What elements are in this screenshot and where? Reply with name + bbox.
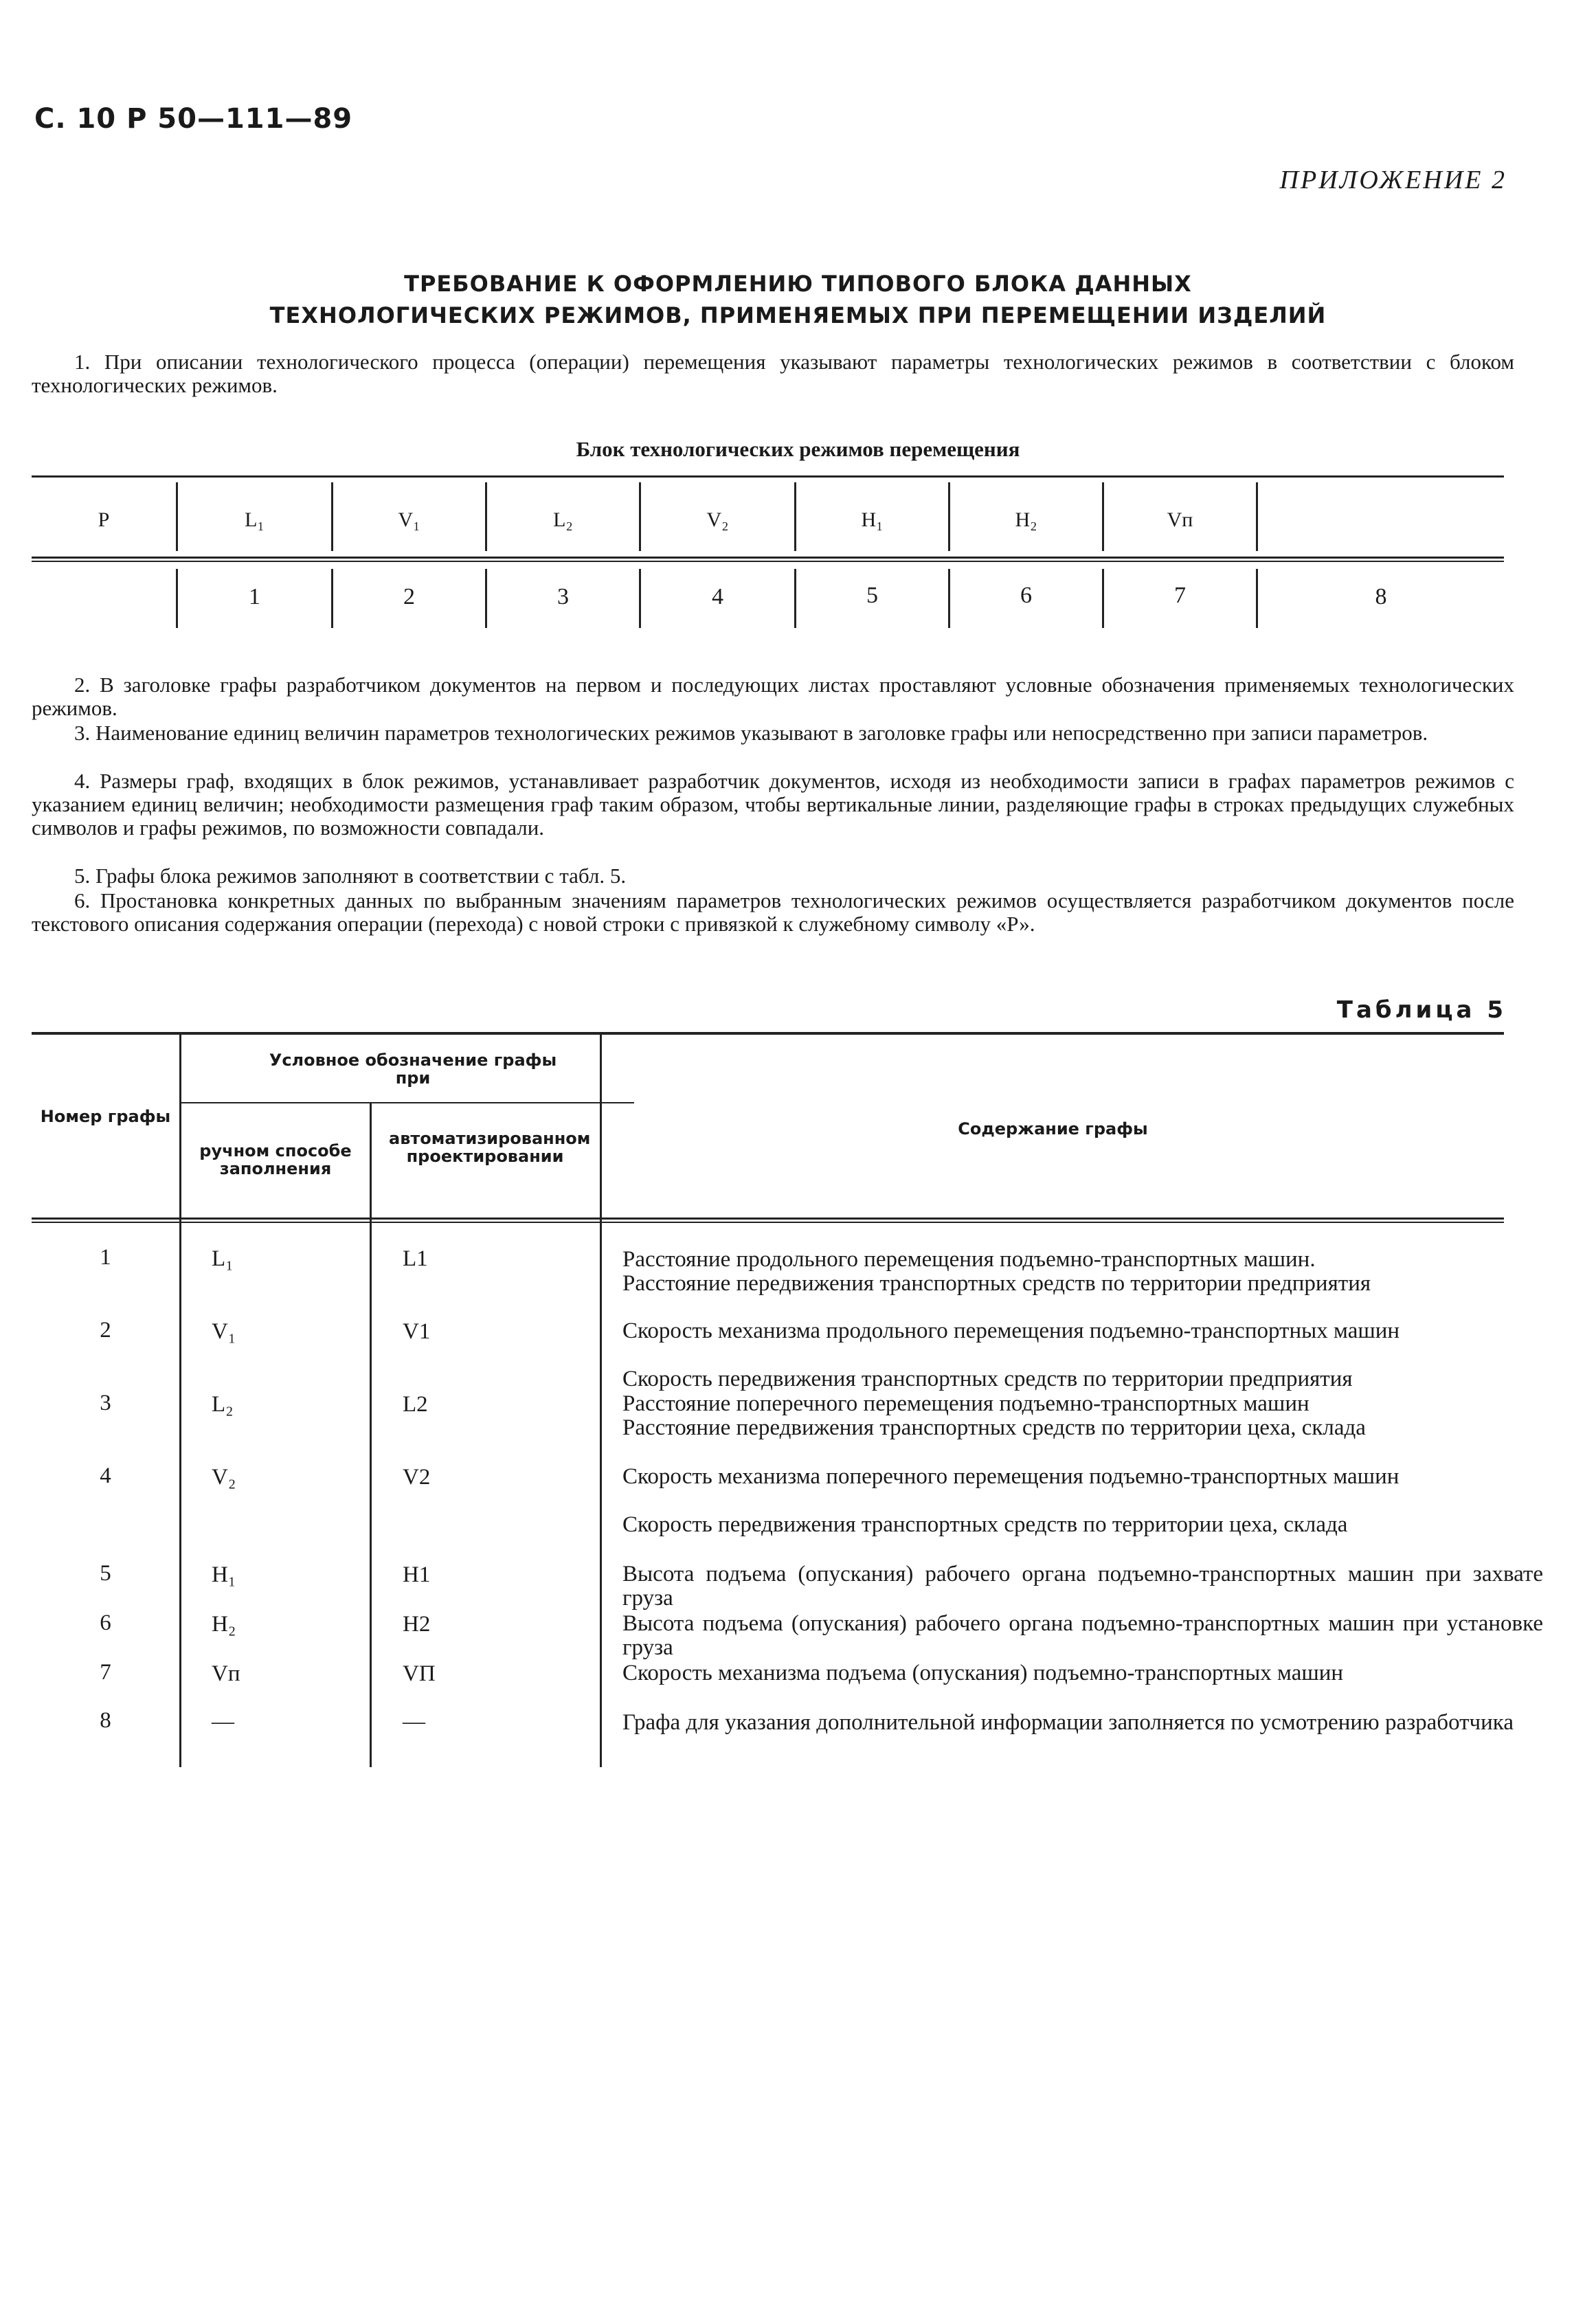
t5-row-4-num: 4 xyxy=(100,1463,111,1488)
t5-row-7-content: Скорость механизма подъема (опускания) подъемно-транспортных машин xyxy=(622,1661,1344,1685)
t5-row-3-num: 3 xyxy=(100,1391,111,1415)
t5-row-5-num: 5 xyxy=(100,1561,111,1586)
t5-row-8-auto: — xyxy=(403,1709,425,1734)
t5-row-5-auto: H1 xyxy=(403,1562,431,1587)
paragraph-5 xyxy=(32,864,1514,888)
paragraph-5-text: 5. Графы блока режимов заполняют в соответствии с табл. 5. xyxy=(74,864,627,888)
t5-vline-3 xyxy=(600,1032,602,1767)
paragraph-6 xyxy=(32,889,1514,936)
t5-head-auto: автоматизированном проектировании xyxy=(389,1129,591,1166)
t5-row-1-manual: L₁ xyxy=(212,1246,234,1271)
paragraph-1-text: 1. При описании технологического процесса (операции) перемещения указывают параметры технологических режимов в соответствии с блоком технологических режимов. xyxy=(32,350,1514,397)
block-header-p: Р xyxy=(98,508,110,531)
paragraph-2 xyxy=(32,673,1514,720)
block-number-6: 6 xyxy=(1020,583,1032,608)
t5-head-rule xyxy=(32,1217,1504,1220)
t5-row-7-manual: Vп xyxy=(212,1661,240,1686)
t5-row-8-content: Графа для указания дополнительной информации заполняется по усмотрению разработчика xyxy=(622,1710,1514,1735)
title-line-1: ТРЕБОВАНИЕ К ОФОРМЛЕНИЮ ТИПОВОГО БЛОКА ДАННЫХ xyxy=(404,271,1192,297)
t5-vline-1 xyxy=(179,1032,181,1767)
t5-row-6-auto: H2 xyxy=(403,1612,431,1637)
t5-row-5-manual: H₁ xyxy=(212,1562,236,1587)
block-middle-rule-2 xyxy=(32,561,1504,562)
t5-head-manual: ручном способе заполнения xyxy=(199,1141,352,1178)
block-header-h2: H₂ xyxy=(1015,508,1037,531)
modes-block-table xyxy=(32,475,1504,635)
t5-row-1-num: 1 xyxy=(100,1245,111,1270)
paragraph-1 xyxy=(32,350,1514,397)
block-vline xyxy=(1256,482,1258,551)
block-number-7: 7 xyxy=(1174,583,1186,608)
t5-head-symbol-group: Условное обозначение графы при xyxy=(269,1051,557,1088)
t5-head-number: Номер графы xyxy=(40,1107,171,1126)
t5-row-5-content: Высота подъема (опускания) рабочего органа подъемно-транспортных машин при захвате груза xyxy=(622,1562,1543,1610)
t5-row-4-auto: V2 xyxy=(403,1465,431,1490)
t5-row-2-content: Скорость механизма продольного перемещения подъемно-транспортных машин xyxy=(622,1318,1400,1343)
t5-row-2-manual: V₁ xyxy=(212,1319,236,1344)
t5-head-content: Содержание графы xyxy=(958,1119,1148,1138)
t5-row-6-content: Высота подъема (опускания) рабочего органа подъемно-транспортных машин при установке груза xyxy=(622,1611,1543,1660)
paragraph-6-text: 6. Простановка конкретных данных по выбранным значениям параметров технологических режимов осуществляется разработчиком документов после текстового описания содержания операции (перехода) с новой строки с привязкой к служебному символу «Р». xyxy=(32,888,1514,936)
t5-row-3-content-2: Расстояние передвижения транспортных средств по территории цеха, склада xyxy=(622,1415,1366,1440)
block-number-5: 5 xyxy=(866,583,878,608)
title-line-2: ТЕХНОЛОГИЧЕСКИХ РЕЖИМОВ, ПРИМЕНЯЕМЫХ ПРИ ПЕРЕМЕЩЕНИИ ИЗДЕЛИЙ xyxy=(269,302,1327,328)
block-top-rule xyxy=(32,475,1504,478)
t5-head-rule-2 xyxy=(32,1222,1504,1223)
t5-group-rule xyxy=(179,1102,634,1103)
paragraph-3-text: 3. Наименование единиц величин параметров технологических режимов указывают в заголовке графы или непосредственно при записи параметров. xyxy=(74,721,1428,745)
t5-row-3-manual: L₂ xyxy=(212,1392,234,1417)
block-caption: Блок технологических режимов перемещения xyxy=(576,437,1020,461)
block-number-8: 8 xyxy=(1375,584,1387,609)
block-header-l2: L₂ xyxy=(553,508,573,531)
table-5-label: Таблица 5 xyxy=(1336,996,1507,1024)
block-number-3: 3 xyxy=(557,584,569,609)
paragraph-2-text: 2. В заголовке графы разработчиком документов на первом и последующих листах проставляют условные обозначения применяемых технологических режимов. xyxy=(32,673,1514,720)
t5-vline-2 xyxy=(370,1102,372,1767)
block-number-1: 1 xyxy=(249,584,260,609)
block-header-h1: H₁ xyxy=(861,508,884,531)
paragraph-4 xyxy=(32,770,1514,840)
table-5 xyxy=(32,1032,1543,1788)
t5-row-4-manual: V₂ xyxy=(212,1465,236,1490)
page-header-code: С. 10 Р 50—111—89 xyxy=(34,103,353,135)
paragraph-4-text: 4. Размеры граф, входящих в блок режимов, устанавливает разработчик документов, исходя из необходимости записи в графах параметров режимов с указанием единиц величин; необходимости размещения граф таким образом, чтобы вертикальные линии, разделяющие графы в строках предыдущих служебных символов и графы режимов, по возможности совпадали. xyxy=(32,769,1514,840)
block-number-4: 4 xyxy=(712,584,723,609)
appendix-label: ПРИЛОЖЕНИЕ 2 xyxy=(1279,166,1507,194)
t5-row-2-content-2: Скорость передвижения транспортных средств по территории предприятия xyxy=(622,1367,1353,1391)
paragraph-3 xyxy=(32,721,1514,745)
t5-row-6-manual: H₂ xyxy=(212,1612,236,1637)
block-header-v2: V₂ xyxy=(706,508,729,531)
block-header-v1: V₁ xyxy=(398,508,420,531)
t5-row-2-auto: V1 xyxy=(403,1319,431,1344)
t5-row-8-num: 8 xyxy=(100,1708,111,1733)
t5-row-7-auto: VП xyxy=(403,1661,436,1686)
t5-row-4-content: Скорость механизма поперечного перемещения подъемно-транспортных машин xyxy=(622,1464,1400,1489)
t5-row-8-manual: — xyxy=(212,1709,234,1734)
block-middle-rule xyxy=(32,557,1504,559)
block-number-2: 2 xyxy=(403,584,415,609)
t5-row-2-num: 2 xyxy=(100,1318,111,1343)
t5-top-rule xyxy=(32,1032,1504,1035)
t5-row-6-num: 6 xyxy=(100,1610,111,1635)
t5-row-1-content: Расстояние продольного перемещения подъемно-транспортных машин. xyxy=(622,1247,1316,1272)
t5-row-4-content-2: Скорость передвижения транспортных средств по территории цеха, склада xyxy=(622,1512,1348,1537)
block-header-l1: L₁ xyxy=(245,508,265,531)
t5-row-3-auto: L2 xyxy=(403,1392,428,1417)
t5-row-3-content: Расстояние поперечного перемещения подъемно-транспортных машин xyxy=(622,1391,1310,1416)
t5-row-1-auto: L1 xyxy=(403,1246,428,1271)
block-header-vp: Vп xyxy=(1167,508,1193,531)
document-title xyxy=(0,268,1596,331)
t5-row-1-content-2: Расстояние передвижения транспортных средств по территории предприятия xyxy=(622,1271,1371,1296)
t5-row-7-num: 7 xyxy=(100,1660,111,1685)
